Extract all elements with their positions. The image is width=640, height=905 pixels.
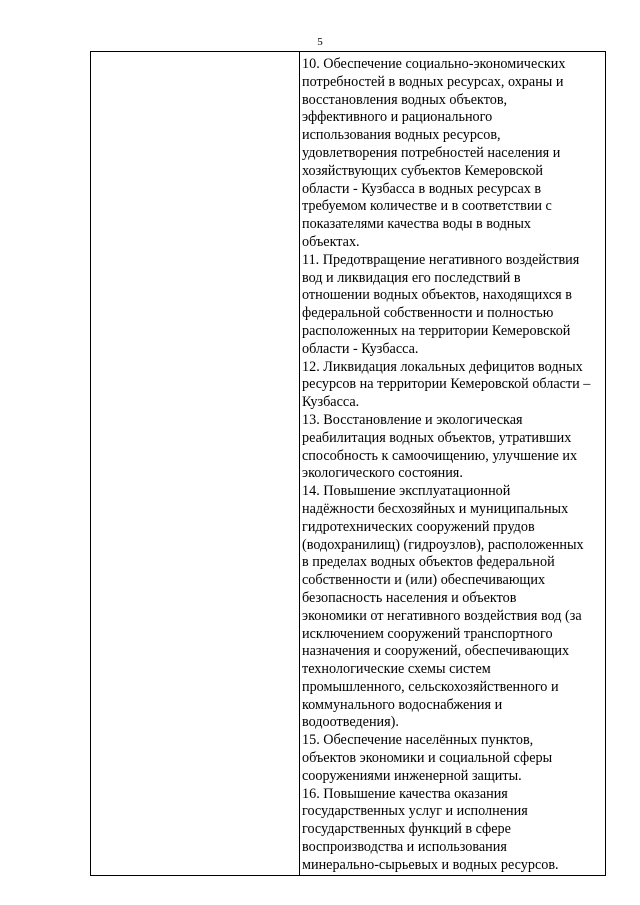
table-cell-right bbox=[300, 52, 606, 876]
list-item-12: 12. Ликвидация локальных дефицитов водных ресурсов на территории Кемеровской области – Кузбасса. bbox=[302, 358, 591, 411]
list-item-16: 16. Повышение качества оказания государственных услуг и исполнения государственных функций в сфере воспроизводства и использования минерально-сырьевых и водных ресурсов. bbox=[302, 785, 559, 873]
page-number: 5 bbox=[317, 36, 323, 48]
content-table bbox=[90, 51, 606, 876]
table-cell-left bbox=[91, 52, 300, 876]
table-row bbox=[91, 52, 606, 876]
goals-list bbox=[300, 52, 605, 875]
list-item-13: 13. Восстановление и экологическая реабилитация водных объектов, утративших способность к самоочищению, улучшение их экологического состояния. bbox=[302, 411, 578, 482]
list-item-10: 10. Обеспечение социально-экономических потребностей в водных ресурсах, охраны и восстановления водных объектов, эффективного и рационального использования водных ресурсов, удовлетворения потребностей населения и хозяйствующих субъектов Кемеровской области - Кузбасса в водных ресурсах в требуемом количестве и в соответствии с показателями качества воды в водных объектах. bbox=[302, 56, 566, 250]
list-item-14: 14. Повышение эксплуатационной надёжности бесхозяйных и муниципальных гидротехнических сооружений прудов (водохранилищ) (гидроузлов), расположенных в пределах водных объектов федеральной собственности и (или) обеспечивающих безопасность населения и объектов экономики от негативного воздействия вод (за исключением сооружений транспортного назначения и сооружений, обеспечивающих технологические схемы систем промышленного, сельскохозяйственного и коммунального водоснабжения и водоотведения). bbox=[302, 483, 584, 731]
list-item-11: 11. Предотвращение негативного воздействия вод и ликвидация его последствий в отношении водных объектов, находящихся в федеральной собственности и полностью расположенных на территории Кемеровской области - Кузбасса. bbox=[302, 251, 580, 357]
list-item-15: 15. Обеспечение населённых пунктов, объектов экономики и социальной сферы сооружениями инженерной защиты. bbox=[302, 732, 553, 784]
